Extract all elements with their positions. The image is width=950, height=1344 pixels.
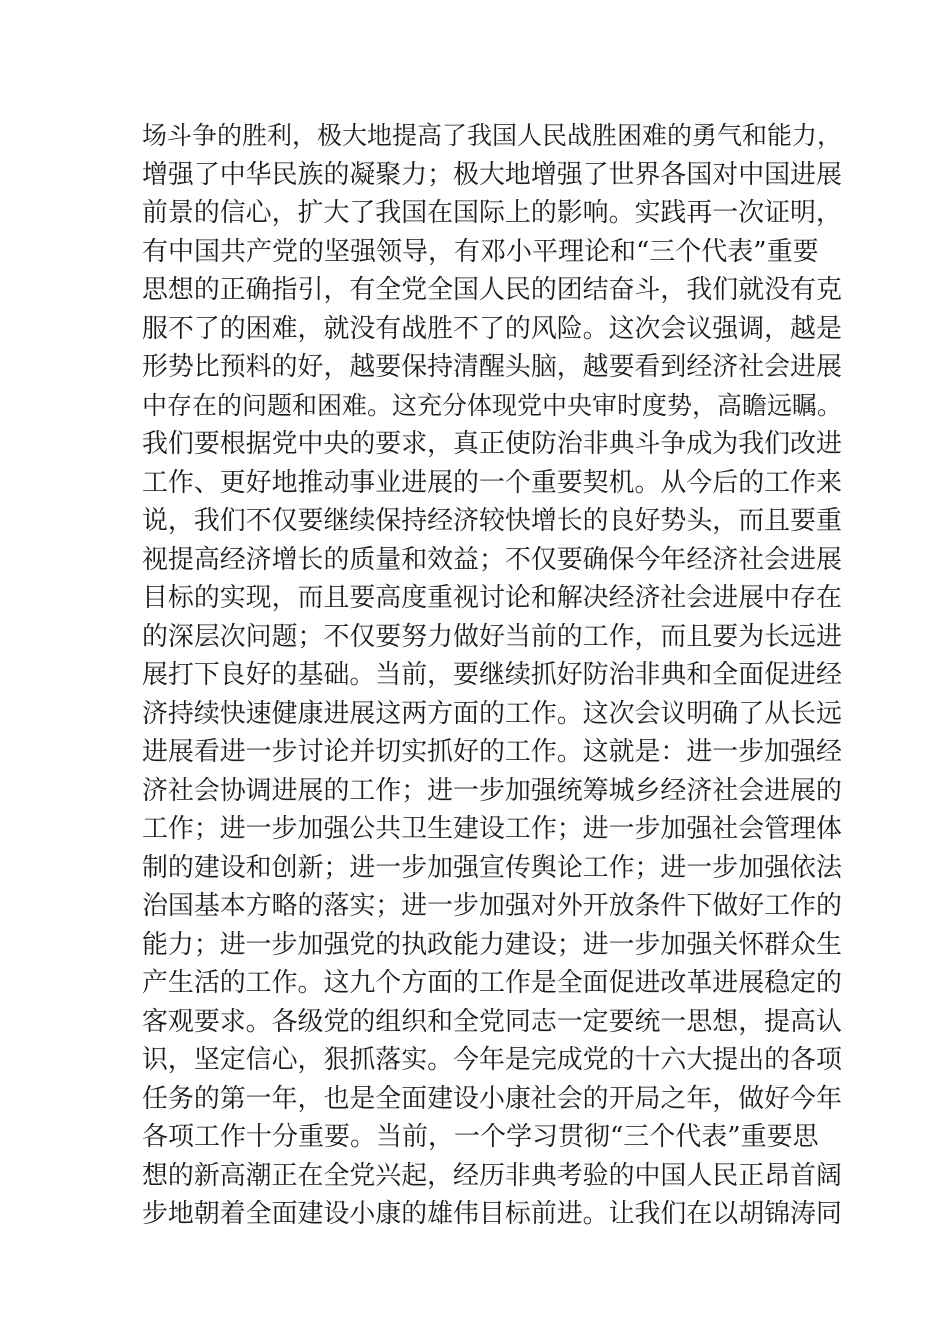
text-line: 济持续快速健康进展这两方面的工作。这次会议明确了从长远 [142, 698, 842, 729]
text-line: 工作、更好地推动事业进展的一个重要契机。从今后的工作来 [142, 467, 842, 498]
text-line: 任务的第一年，也是全面建设小康社会的开局之年，做好今年 [142, 1083, 842, 1114]
text-line: 视提高经济增长的质量和效益；不仅要确保今年经济社会进展 [142, 544, 842, 575]
text-line: 客观要求。各级党的组织和全党同志一定要统一思想，提高认 [142, 1006, 842, 1037]
text-line: 说，我们不仅要继续保持经济较快增长的良好势头，而且要重 [142, 506, 842, 536]
body-text [142, 117, 842, 1234]
text-line: 产生活的工作。这九个方面的工作是全面促进改革进展稳定的 [142, 968, 842, 998]
text-line: 进展看进一步讨论并切实抓好的工作。这就是：进一步加强经 [142, 737, 842, 767]
text-line: 服不了的困难，就没有战胜不了的风险。这次会议强调，越是 [142, 313, 842, 344]
text-line: 治国基本方略的落实；进一步加强对外开放条件下做好工作的 [142, 891, 842, 921]
text-line: 目标的实现，而且要高度重视讨论和解决经济社会进展中存在 [142, 583, 842, 613]
text-line: 想的新高潮正在全党兴起，经历非典考验的中国人民正昂首阔 [142, 1160, 842, 1191]
text-line: 工作；进一步加强公共卫生建设工作；进一步加强社会管理体 [142, 814, 842, 844]
text-line: 场斗争的胜利，极大地提高了我国人民战胜困难的勇气和能力， [142, 121, 843, 150]
text-line: 各项工作十分重要。当前，一个学习贯彻“三个代表”重要思 [142, 1122, 819, 1152]
text-line: 济社会协调进展的工作；进一步加强统筹城乡经济社会进展的 [142, 775, 842, 806]
text-line: 中存在的问题和困难。这充分体现党中央审时度势，高瞻远瞩。 [142, 390, 843, 420]
text-line: 识，坚定信心，狠抓落实。今年是完成党的十六大提出的各项 [142, 1045, 842, 1075]
text-line: 的深层次问题；不仅要努力做好当前的工作，而且要为长远进 [142, 621, 842, 652]
text-line: 展打下良好的基础。当前，要继续抓好防治非典和全面促进经 [142, 660, 842, 690]
text-line: 有中国共产党的坚强领导，有邓小平理论和“三个代表”重要 [142, 236, 819, 267]
text-line: 制的建设和创新；进一步加强宣传舆论工作；进一步加强依法 [142, 852, 842, 883]
text-line: 形势比预料的好，越要保持清醒头脑，越要看到经济社会进展 [142, 352, 842, 382]
text-line: 步地朝着全面建设小康的雄伟目标前进。让我们在以胡锦涛同 [142, 1199, 842, 1229]
text-line: 能力；进一步加强党的执政能力建设；进一步加强关怀群众生 [142, 929, 842, 960]
text-line: 增强了中华民族的凝聚力；极大地增强了世界各国对中国进展 [142, 159, 842, 190]
text-line: 我们要根据党中央的要求，真正使防治非典斗争成为我们改进 [142, 429, 842, 459]
text-line: 思想的正确指引，有全党全国人民的团结奋斗，我们就没有克 [142, 275, 842, 305]
text-line: 前景的信心，扩大了我国在国际上的影响。实践再一次证明， [142, 198, 842, 228]
